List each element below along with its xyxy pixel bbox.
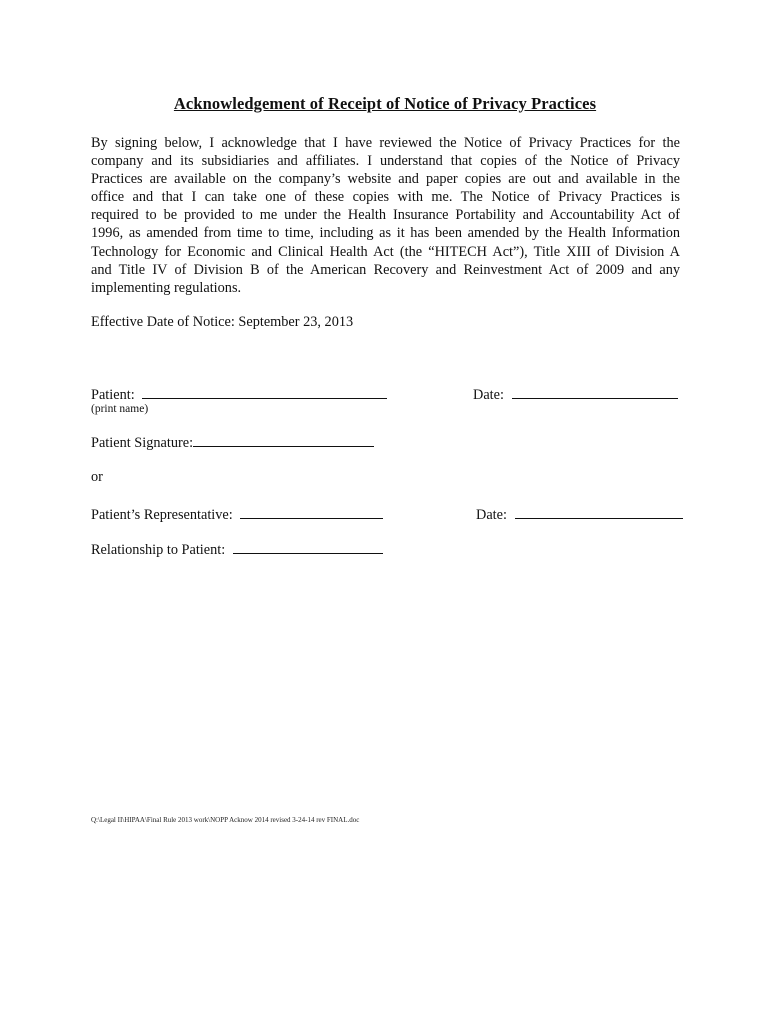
representative-line[interactable] xyxy=(240,505,383,519)
patient-name-field xyxy=(91,385,387,404)
date-field-1 xyxy=(473,385,678,404)
paragraph-line: required to be provided to me under the Health Insurance Portability and Accountability Act of xyxy=(91,207,680,224)
paragraph-line: 1996, as amended from time to time, including as it has been amended by the Health Information xyxy=(91,225,680,242)
paragraph-line: and Title IV of Division B of the American Recovery and Reinvestment Act of 2009 and any xyxy=(91,261,680,278)
patient-signature-field xyxy=(91,433,374,452)
paragraph-line: office and that I can take one of these copies with me. The Notice of Privacy Practices is xyxy=(91,189,680,206)
relationship-field xyxy=(91,540,383,559)
date-line-1[interactable] xyxy=(512,385,678,399)
relationship-line[interactable] xyxy=(233,540,383,554)
patient-name-line[interactable] xyxy=(142,385,387,399)
paragraph-line: company and its subsidiaries and affiliates. I understand that copies of the Notice of Privacy xyxy=(91,153,680,170)
date-field-2 xyxy=(476,505,683,524)
date-label: Date: xyxy=(476,507,507,523)
file-path-footer: Q:\Legal II\HIPAA\Final Rule 2013 work\NOPP Acknow 2014 revised 3-24-14 rev FINAL.doc xyxy=(91,816,360,824)
representative-label: Patient’s Representative: xyxy=(91,507,233,523)
date-line-2[interactable] xyxy=(515,505,683,519)
or-label: or xyxy=(91,469,103,485)
paragraph-line: Technology for Economic and Clinical Health Act (the “HITECH Act”), Title XIII of Division A xyxy=(91,243,680,260)
relationship-label: Relationship to Patient: xyxy=(91,542,226,558)
patient-label: Patient: xyxy=(91,387,135,403)
effective-date: Effective Date of Notice: September 23, 2013 xyxy=(91,314,354,330)
acknowledgement-paragraph xyxy=(91,134,680,297)
representative-field xyxy=(91,505,383,524)
patient-signature-label: Patient Signature: xyxy=(91,435,194,451)
paragraph-line: Practices are available on the company’s website and paper copies are out and available in the xyxy=(91,171,680,188)
print-name-label: (print name) xyxy=(91,403,149,415)
document-title: Acknowledgement of Receipt of Notice of Privacy Practices xyxy=(173,94,597,113)
patient-signature-line[interactable] xyxy=(193,433,374,447)
paragraph-line: implementing regulations. xyxy=(91,279,242,296)
date-label: Date: xyxy=(473,387,504,403)
paragraph-line: By signing below, I acknowledge that I have reviewed the Notice of Privacy Practices for the xyxy=(91,135,680,151)
